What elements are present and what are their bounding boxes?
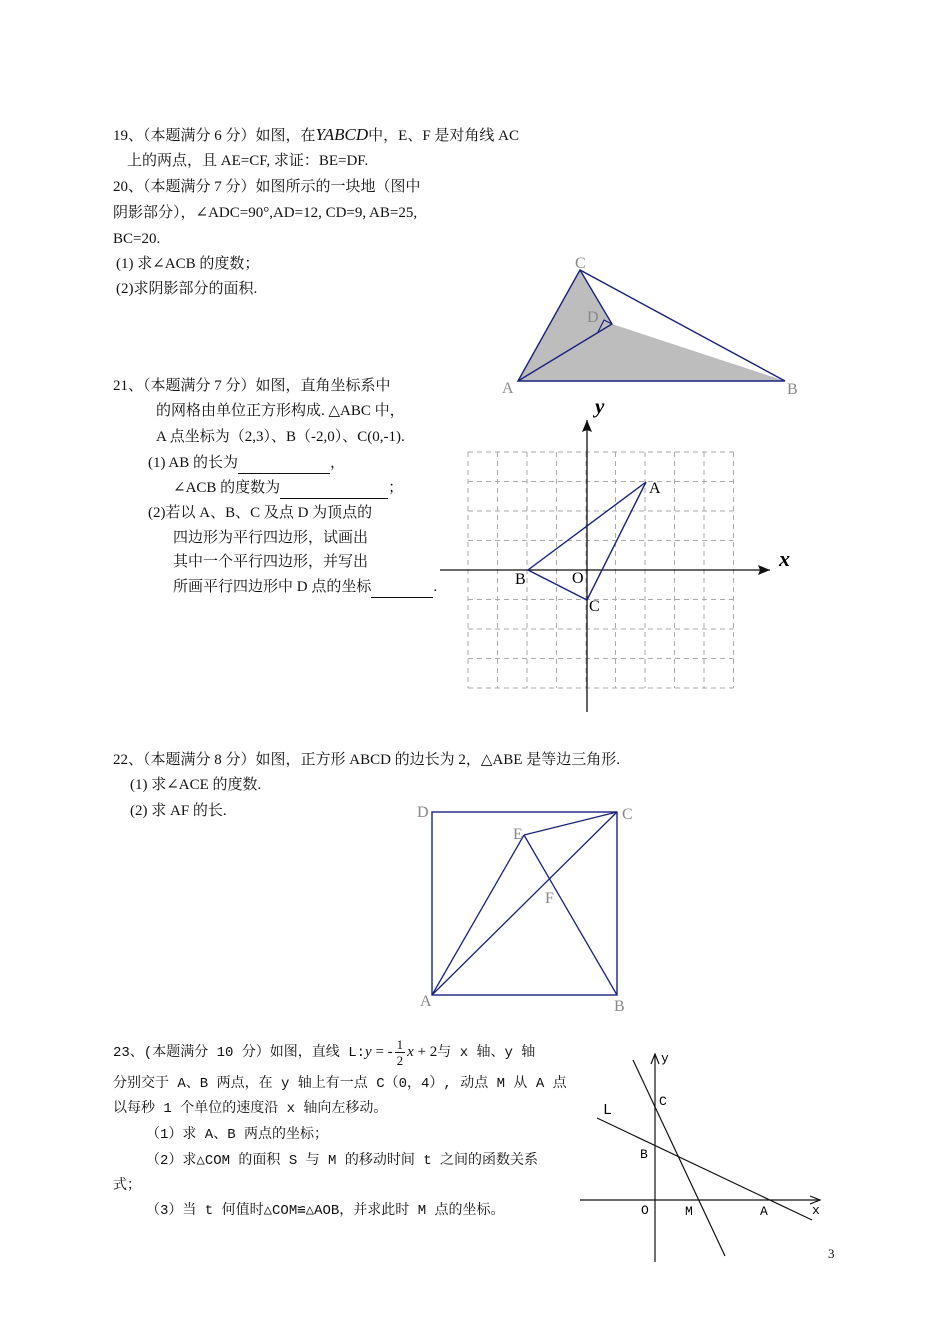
- q23-eq-tail: + 2: [413, 1044, 438, 1060]
- q23-label-b: B: [640, 1147, 648, 1162]
- q20-label-d: D: [587, 309, 599, 326]
- q21-part2-l4-text: 所画平行四边形中 D 点的坐标: [173, 579, 372, 595]
- q21-label-y: y: [595, 394, 605, 418]
- q21-part2-l3: 其中一个平行四边形，并写出: [173, 554, 369, 570]
- q20-label-a: A: [502, 380, 514, 397]
- q21-label-a: A: [649, 480, 661, 497]
- q23-line3: 以每秒 1 个单位的速度沿 x 轴向左移动。: [113, 1101, 388, 1117]
- q23-label-m: M: [685, 1204, 693, 1219]
- page-number: 3: [828, 1246, 835, 1261]
- q23-part1: （1）求 A、B 两点的坐标；: [146, 1127, 329, 1143]
- q23-part2a: （2）求△COM 的面积 S 与 M 的移动时间 t 之间的函数关系: [146, 1153, 539, 1169]
- q23-eq-x: x: [407, 1044, 414, 1060]
- q23-line1-text: 23、(本题满分 10 分）如图，直线 L:: [113, 1045, 366, 1061]
- q21-label-b: B: [515, 571, 526, 588]
- q21-part1b-text: ∠ACB 的度数为: [173, 480, 281, 496]
- q22-line1: 22、（本题满分 8 分）如图，正方形 ABCD 的边长为 2，△ABE 是等边三角形.: [113, 752, 620, 768]
- q19-line1-text: 19、（本题满分 6 分）如图，在: [113, 128, 316, 144]
- q21-part1-text: (1) AB 的长为: [148, 455, 239, 471]
- q23-line1-tail: 与 x 轴、y 轴: [437, 1045, 536, 1061]
- q23-label-l: L: [603, 1102, 613, 1119]
- q23-eq-equals: = -: [371, 1044, 393, 1060]
- q20-part2: (2)求阴影部分的面积.: [116, 281, 258, 297]
- q23-label-y: y: [661, 1051, 669, 1066]
- q23-part3: （3）当 t 何值时△COM≌△AOB，并求此时 M 点的坐标。: [146, 1203, 505, 1219]
- q23-eq-y: y: [365, 1044, 372, 1060]
- q21-line2: 的网格由单位正方形构成. △ABC 中，: [156, 403, 405, 419]
- q20-line3: BC=20.: [113, 231, 161, 247]
- q20-part1: (1) 求∠ACB 的度数；: [116, 256, 260, 272]
- q22-part1: (1) 求∠ACE 的度数.: [130, 777, 262, 793]
- q23-line2: 分别交于 A、B 两点，在 y 轴上有一点 C（0，4）, 动点 M 从 A 点: [113, 1076, 567, 1092]
- q20-label-c: C: [575, 255, 586, 272]
- q23-label-a: A: [760, 1204, 768, 1219]
- q21-part2-l4-tail: .: [433, 579, 438, 595]
- q22-label-c: C: [622, 806, 633, 823]
- q21-part1-tail: ，: [330, 455, 346, 471]
- q23-line-l: [597, 1118, 812, 1220]
- q23-eq-numerator: 1: [396, 1037, 404, 1053]
- q22-part2: (2) 求 AF 的长.: [130, 803, 227, 819]
- q20-line1: 20、（本题满分 7 分）如图所示的一块地（图中: [113, 179, 421, 195]
- q23-label-x: x: [812, 1203, 820, 1218]
- q21-part2-l1: (2)若以 A、B、C 及点 D 为顶点的: [148, 505, 373, 521]
- q22-label-f: F: [545, 890, 554, 907]
- q23-label-o: O: [641, 1203, 649, 1218]
- q20-label-b: B: [787, 381, 798, 398]
- q22-label-b: B: [614, 998, 625, 1015]
- q21-part2-l2: 四边形为平行四边形，试画出: [173, 530, 369, 546]
- q20-line2: 阴影部分），∠ADC=90°,AD=12, CD=9, AB=25,: [113, 205, 418, 221]
- q21-line3: A 点坐标为（2,3）、B（-2,0）、C(0,-1).: [156, 429, 405, 445]
- q21-label-c: C: [589, 598, 600, 615]
- q23-eq-denominator: 2: [396, 1053, 404, 1069]
- q22-label-d: D: [417, 804, 429, 821]
- q23-label-c: C: [659, 1094, 667, 1109]
- q19-line2: 上的两点，且 AE=CF, 求证：BE=DF.: [127, 153, 369, 169]
- q21-part1b-tail: ；: [388, 480, 404, 496]
- q21-label-o: O: [572, 570, 584, 587]
- q19-line1-tail: 中，E、F 是对角线 AC: [368, 128, 520, 144]
- q21-line1: 21、（本题满分 7 分）如图，直角坐标系中: [113, 378, 391, 394]
- q22-label-e: E: [513, 826, 523, 843]
- q21-label-x: x: [779, 546, 790, 571]
- q23-part2b: 式；: [113, 1178, 141, 1194]
- q22-label-a: A: [420, 993, 432, 1010]
- q19-parallelogram-symbol: YABCD: [315, 125, 369, 144]
